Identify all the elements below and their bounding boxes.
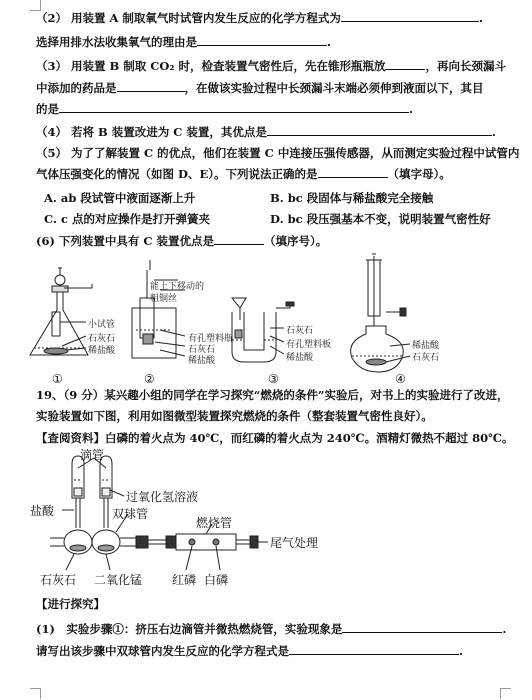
q5-option-a: A. ab 段试管中液面逐渐上升 (44, 191, 196, 205)
q2-line2: 选择用排水法收集氧气的理由是 . (36, 35, 332, 49)
label-dropper: 滴管 (80, 448, 105, 462)
explore-answer-blank-2[interactable] (289, 643, 459, 655)
q3-answer-blank-3[interactable] (59, 101, 409, 113)
label-hcl-2: 稀盐酸 (188, 356, 216, 366)
q5-option-c: C. c 点的对应操作是打开弹簧夹 (44, 212, 210, 226)
explore-line1: (1) 实验步骤①：挤压右边滴管并微热燃烧管，实验现象是 . (36, 622, 507, 636)
label-small-tube: 小试管 (88, 320, 116, 330)
corner-mark-bottom-right (500, 688, 511, 699)
q3-line2: 中添加的药品是 ，在做该实验过程中长颈漏斗末端必须伸到液面以下，其目 (36, 81, 484, 95)
q3-line3: 的是 . (36, 102, 414, 116)
apparatus-number-2: ② (144, 372, 155, 386)
label-hydrochloric-acid: 盐酸 (30, 504, 55, 518)
label-movable: 能上下移动的 (150, 282, 205, 292)
q4-line1: （4） 若将 B 装置改进为 C 装置，其优点是 . (36, 125, 496, 139)
label-plastic-bottle: 有孔塑料瓶 (188, 334, 234, 344)
apparatus-number-1: ① (52, 372, 63, 386)
q2-answer-blank-1[interactable] (341, 10, 479, 22)
label-limestone-4: 石灰石 (412, 353, 440, 363)
explore-answer-blank-1[interactable] (342, 621, 502, 633)
explore-title: 【进行探究】 (36, 597, 105, 611)
label-limestone-2: 石灰石 (188, 345, 216, 355)
q4-answer-blank[interactable] (267, 124, 492, 136)
combustion-apparatus-figure (0, 450, 532, 590)
label-hcl-1: 稀盐酸 (88, 346, 116, 356)
label-combustion-tube: 燃烧管 (196, 516, 233, 530)
apparatus-number-4: ④ (395, 372, 406, 386)
q6-answer-blank[interactable] (214, 233, 264, 245)
q19-line2: 实验装置如下图，利用如图微型装置探究燃烧的条件（整套装置气密性良好）。 (36, 409, 433, 423)
q3-line1: （3） 用装置 B 制取 CO₂ 时，检查装置气密性后，先在锥形瓶瓶放 ，再向长颈漏斗 (36, 59, 506, 73)
q19-line1: 19、（9 分）某兴趣小组的同学在学习探究“燃烧的条件”实验后，对书上的实验进行了改进， (36, 388, 509, 402)
q5-option-b: B. bc 段固体与稀盐酸完全接触 (270, 191, 434, 205)
q19-line3: 【查阅资料】白磷的着火点为 40℃，而红磷的着火点为 240℃。酒精灯微热不超过 80℃。 (36, 431, 514, 445)
explore-line2: 请写出该步骤中双球管内发生反应的化学方程式是 . (36, 644, 464, 658)
label-double-ball-tube: 双球管 (112, 507, 149, 521)
q5-line1: （5） 为了了解装置 C 的优点，他们在装置 C 中连接压强传感器，从而测定实验过程中试管内 (36, 146, 520, 160)
label-red-phosphorus: 红磷 (172, 573, 197, 587)
label-hydrogen-peroxide: 过氧化氢溶液 (126, 490, 199, 504)
q5-answer-blank[interactable] (318, 166, 388, 178)
q2-answer-blank-2[interactable] (197, 34, 327, 46)
label-copper-wire: 粗铜丝 (150, 294, 178, 304)
label-white-phosphorus: 白磷 (204, 573, 229, 587)
q2-line1: （2） 用装置 A 制取氧气时试管内发生反应的化学方程式为 . (36, 11, 483, 25)
apparatus-number-3: ③ (268, 372, 279, 386)
q3-answer-blank-1[interactable] (385, 58, 425, 70)
apparatus-figure-1 (0, 250, 532, 390)
label-limestone-3: 石灰石 (286, 326, 314, 336)
corner-mark-bottom-left (30, 688, 41, 699)
label-plastic-plate: 有孔塑料板 (286, 340, 332, 350)
label-limestone-1: 石灰石 (88, 334, 116, 344)
q3-answer-blank-2[interactable] (117, 80, 185, 92)
label-hcl-3: 稀盐酸 (286, 353, 314, 363)
label-limestone: 石灰石 (40, 573, 77, 587)
label-manganese-dioxide: 二氧化锰 (94, 573, 143, 587)
q5-option-d: D. bc 段压强基本不变，说明装置气密性好 (270, 212, 491, 226)
label-hcl-4: 稀盐酸 (412, 341, 440, 351)
label-exhaust: 尾气处理 (270, 536, 319, 550)
q5-line2: 气体压强变化的情况（如图 D、E）。下列说法正确的是 （填字母）。 (36, 167, 451, 181)
q6-line1: (6) 下列装置中具有 C 装置优点是 （填序号）。 (36, 234, 328, 248)
